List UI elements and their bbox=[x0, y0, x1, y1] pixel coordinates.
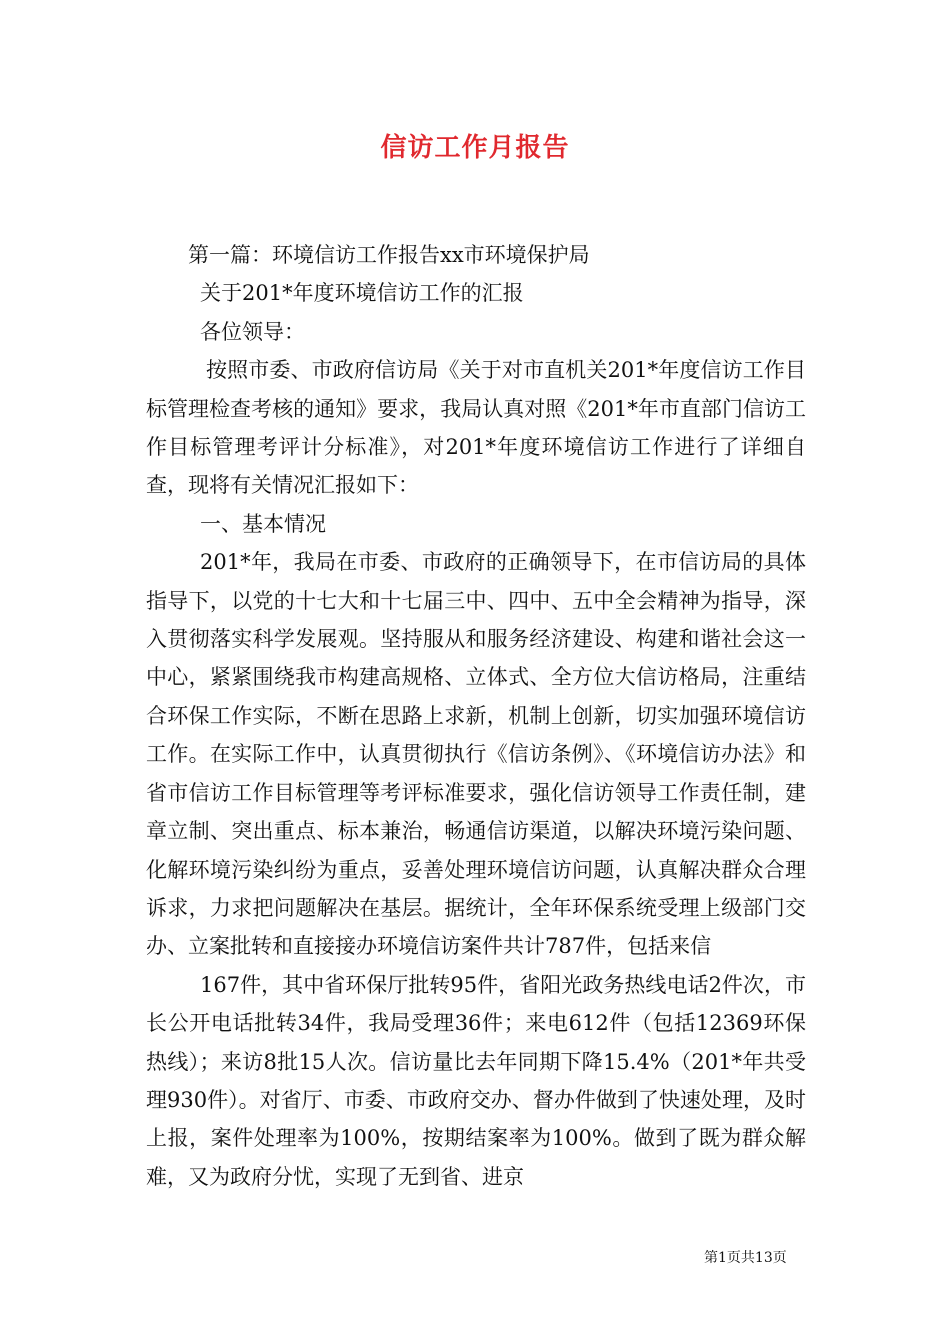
document-title: 信访工作月报告 bbox=[380, 133, 570, 163]
paragraph-intro: 按照市委、市政府信访局《关于对市直机关201*年度信访工作目标管理检查考核的通知》要求，我局认真对照《201*年市直部门信访工作目标管理考评计分标准》，对201*年度环境信访工作进行了详细自查，现将有关情况汇报如下： bbox=[146, 358, 806, 498]
paragraph-salutation: 各位领导： bbox=[200, 319, 305, 344]
paragraph-statistics: 167件，其中省环保厅批转95件，省阳光政务热线电话2件次，市长公开电话批转34件，我局受理36件；来电612件（包括12369环保热线）；来访8批15人次。信访量比去年同期下降15.4%（201*年共受理930件）。对省厅、市委、市政府交办、督办件做到了快速处理，及时上报，案件处理率为100%，按期结案率为100%。做到了既为群众解难，又为政府分忧，实现了无到省、进京 bbox=[146, 972, 806, 1189]
page-number-footer: 第1页共13页 bbox=[704, 1250, 787, 1266]
paragraph-subheading: 一、基本情况 bbox=[200, 511, 326, 536]
paragraph-report-title: 关于201*年度环境信访工作的汇报 bbox=[200, 281, 524, 306]
paragraph-section-heading: 第一篇：环境信访工作报告xx市环境保护局 bbox=[188, 243, 590, 267]
paragraph-basic-situation: 201*年，我局在市委、市政府的正确领导下，在市信访局的具体指导下，以党的十七大和十七届三中、四中、五中全会精神为指导，深入贯彻落实科学发展观。坚持服从和服务经济建设、构建和谐社会这一中心，紧紧围绕我市构建高规格、立体式、全方位大信访格局，注重结合环保工作实际，不断在思路上求新，机制上创新，切实加强环境信访工作。在实际工作中，认真贯彻执行《信访条例》、《环境信访办法》和省市信访工作目标管理等考评标准要求，强化信访领导工作责任制，建章立制、突出重点、标本兼治，畅通信访渠道，以解决环境污染问题、化解环境污染纠纷为重点，妥善处理环境信访问题，认真解决群众合理诉求，力求把问题解决在基层。据统计，全年环保系统受理上级部门交办、立案批转和直接接办环境信访案件共计787件，包括来信 bbox=[146, 550, 806, 959]
document-body bbox=[146, 236, 806, 1196]
